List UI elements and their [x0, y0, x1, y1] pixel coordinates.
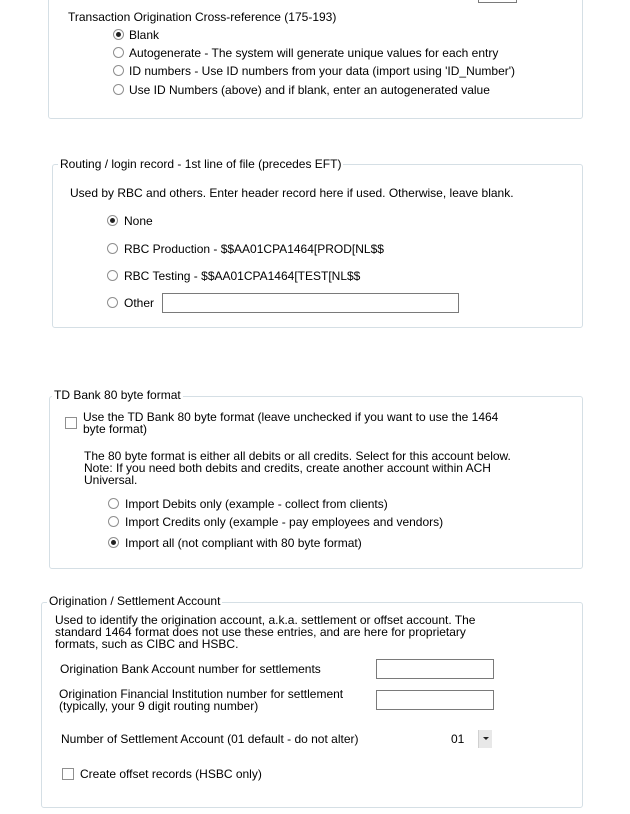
radio-id-numbers[interactable] — [113, 65, 124, 76]
radio-other-label: Other — [124, 296, 155, 310]
transaction-crossref-title: Transaction Origination Cross-reference (175-193) — [68, 10, 337, 24]
settlement-number-value[interactable]: 01 — [451, 732, 465, 746]
routing-login-legend: Routing / login record - 1st line of file (precedes EFT) — [60, 157, 342, 171]
radio-other[interactable] — [107, 297, 118, 308]
chevron-down-icon[interactable] — [478, 730, 492, 748]
settlement-account-legend: Origination / Settlement Account — [49, 594, 221, 608]
radio-import-debits[interactable] — [108, 498, 119, 509]
radio-import-all-label: Import all (not compliant with 80 byte format) — [125, 536, 362, 550]
bank-account-label: Origination Bank Account number for settlements — [60, 662, 321, 676]
bank-account-input[interactable] — [376, 659, 494, 679]
radio-autogenerate-label: Autogenerate - The system will generate unique values for each entry — [129, 46, 499, 60]
radio-rbc-testing[interactable] — [107, 270, 118, 281]
radio-autogenerate[interactable] — [113, 47, 124, 58]
fin-inst-input[interactable] — [376, 690, 494, 710]
radio-use-id-or-autogen-label: Use ID Numbers (above) and if blank, enter an autogenerated value — [129, 83, 490, 97]
td-bank-legend: TD Bank 80 byte format — [54, 388, 181, 402]
radio-import-credits-label: Import Credits only (example - pay employees and vendors) — [125, 515, 444, 529]
radio-none[interactable] — [107, 215, 118, 226]
radio-import-all[interactable] — [108, 537, 119, 548]
offset-records-label: Create offset records (HSBC only) — [80, 767, 262, 781]
radio-import-credits[interactable] — [108, 516, 119, 527]
td-80-byte-checkbox[interactable] — [65, 417, 77, 429]
radio-rbc-production[interactable] — [107, 243, 118, 254]
radio-blank-label: Blank — [129, 28, 160, 42]
fin-inst-label: Origination Financial Institution number for settlement (typically, your 9 digit routing number) — [59, 687, 344, 713]
settlement-description: Used to identify the origination account, a.k.a. settlement or offset account. The standard 1464 format does not use these entries, and are here for proprietary formats, such as CIBC and HSBC. — [55, 613, 476, 651]
offset-records-checkbox[interactable] — [62, 768, 74, 780]
radio-none-label: None — [124, 214, 153, 228]
radio-use-id-or-autogen[interactable] — [113, 84, 124, 95]
td-80-byte-checkbox-label: Use the TD Bank 80 byte format (leave unchecked if you want to use the 1464 byte format) — [83, 410, 499, 436]
radio-rbc-testing-label: RBC Testing - $$AA01CPA1464[TEST[NL$$ — [124, 269, 361, 283]
other-header-input[interactable] — [162, 293, 459, 313]
radio-id-numbers-label: ID numbers - Use ID numbers from your data (import using 'ID_Number') — [129, 64, 516, 78]
settlement-number-label: Number of Settlement Account (01 default - do not alter) — [61, 732, 359, 746]
td-80-byte-note: The 80 byte format is either all debits or all credits. Select for this account below. Note: If you need both debits and credits, create another account within ACH Universal. — [84, 449, 511, 487]
radio-import-debits-label: Import Debits only (example - collect from clients) — [125, 497, 388, 511]
radio-rbc-production-label: RBC Production - $$AA01CPA1464[PROD[NL$$ — [124, 242, 384, 256]
routing-description: Used by RBC and others. Enter header record here if used. Otherwise, leave blank. — [70, 186, 514, 200]
radio-blank[interactable] — [113, 29, 124, 40]
